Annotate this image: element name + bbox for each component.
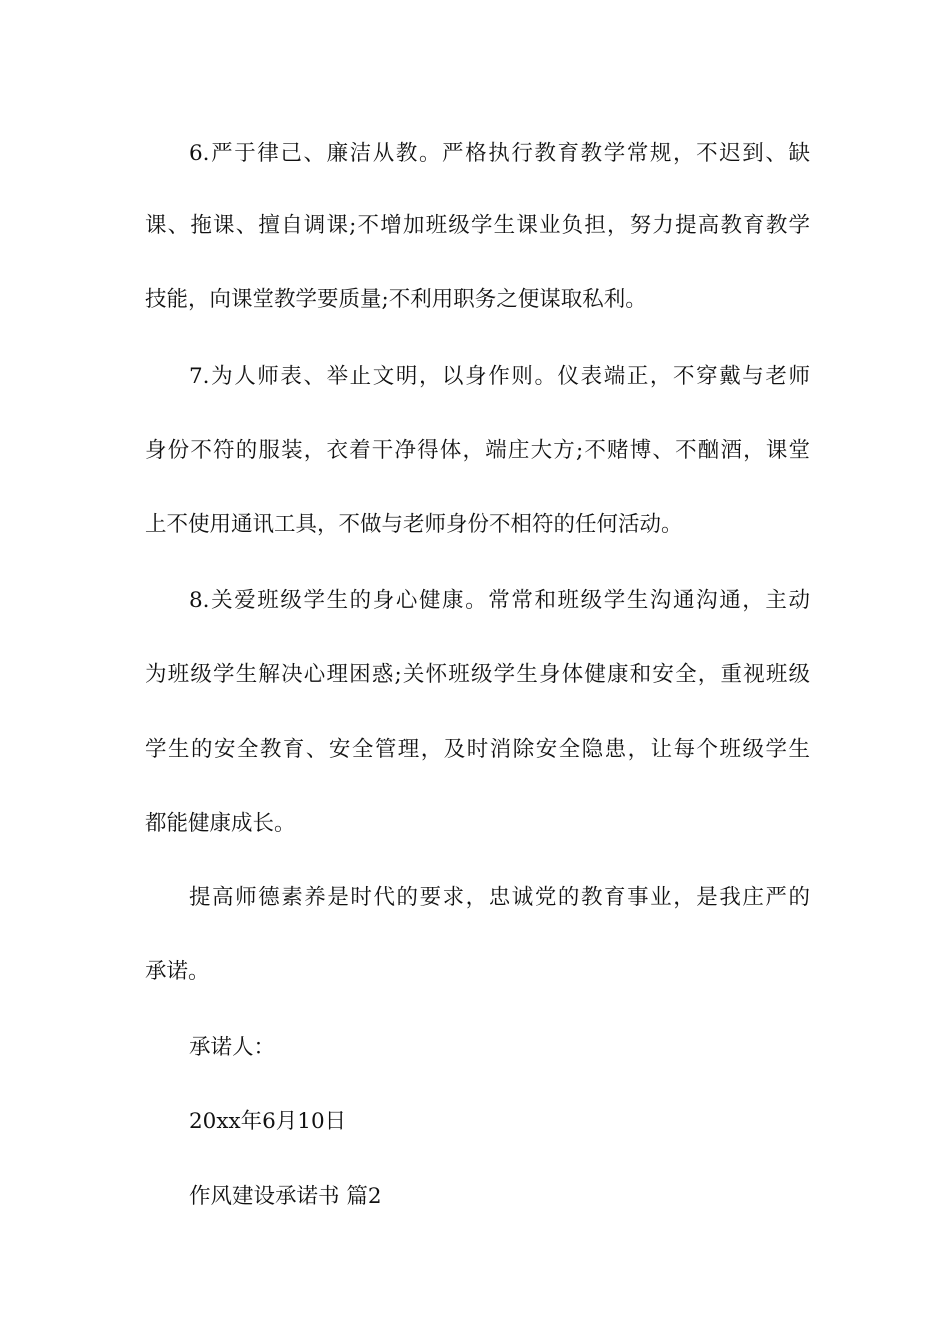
paragraph-7-line-3: 上不使用通讯工具，不做与老师身份不相符的任何活动。 xyxy=(145,512,683,537)
closing-line-2: 承诺。 xyxy=(145,959,210,984)
next-section-title: 作风建设承诺书 篇2 xyxy=(189,1184,382,1209)
signer-label: 承诺人： xyxy=(189,1035,276,1060)
paragraph-8-line-4: 都能健康成长。 xyxy=(145,811,296,836)
paragraph-7-line-1: 7.为人师表、举止文明，以身作则。仪表端正，不穿戴与老师 xyxy=(189,364,810,389)
date-line: 20xx年6月10日 xyxy=(189,1109,347,1134)
paragraph-8-line-1: 8.关爱班级学生的身心健康。常常和班级学生沟通沟通，主动 xyxy=(189,588,810,613)
paragraph-8-line-3: 学生的安全教育、安全管理，及时消除安全隐患，让每个班级学生 xyxy=(145,737,810,762)
paragraph-6-line-1: 6.严于律己、廉洁从教。严格执行教育教学常规，不迟到、缺 xyxy=(189,141,810,166)
paragraph-6-line-3: 技能，向课堂教学要质量;不利用职务之便谋取私利。 xyxy=(145,287,647,312)
paragraph-6-line-2: 课、拖课、擅自调课;不增加班级学生课业负担，努力提高教育教学 xyxy=(145,213,810,238)
paragraph-8-line-2: 为班级学生解决心理困惑;关怀班级学生身体健康和安全，重视班级 xyxy=(145,662,810,687)
paragraph-7-line-2: 身份不符的服装，衣着干净得体，端庄大方;不赌博、不酗酒，课堂 xyxy=(145,438,810,463)
closing-line-1: 提高师德素养是时代的要求，忠诚党的教育事业，是我庄严的 xyxy=(189,885,810,910)
